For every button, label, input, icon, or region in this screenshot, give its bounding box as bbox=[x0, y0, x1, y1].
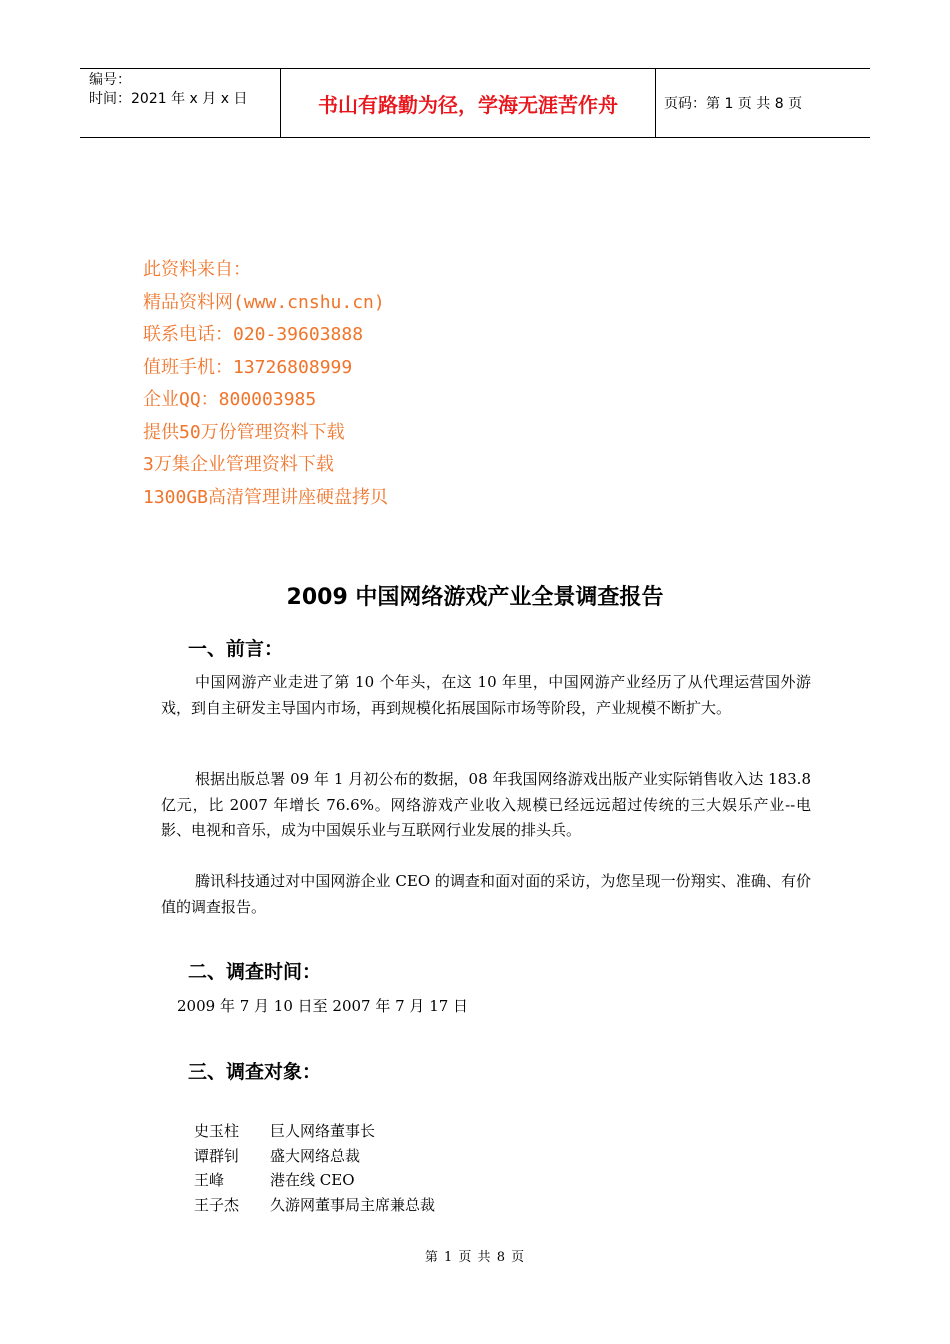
subject-list bbox=[194, 1119, 435, 1217]
person-name: 王子杰 bbox=[194, 1195, 240, 1214]
paragraph: 腾讯科技通过对中国网游企业 CEO 的调查和面对面的采访，为您呈现一份翔实、准确、有价值的调查报告。 bbox=[161, 872, 811, 916]
header-page-info: 页码：第 1 页 共 8 页 bbox=[664, 96, 803, 112]
time-label: 时间：2021 年 x 月 x 日 bbox=[89, 91, 248, 107]
list-item bbox=[194, 1119, 435, 1144]
person-title: 港在线 CEO bbox=[270, 1171, 355, 1189]
number-label: 编号： bbox=[89, 72, 131, 88]
source-line: 此资料来自： bbox=[143, 259, 251, 280]
source-line: 1300GB高清管理讲座硬盘拷贝 bbox=[143, 486, 389, 508]
source-line: 企业QQ：800003985 bbox=[143, 389, 317, 410]
list-item bbox=[194, 1144, 435, 1169]
list-item bbox=[194, 1193, 435, 1218]
paragraph: 中国网游产业走进了第 10 个年头，在这 10 年里，中国网游产业经历了从代理运营国外游戏，到自主研发主导国内市场，再到规模化拓展国际市场等阶段，产业规模不断扩大。 bbox=[161, 673, 811, 717]
source-line: 值班手机：13726808999 bbox=[143, 356, 353, 378]
person-name: 谭群钊 bbox=[194, 1146, 240, 1165]
person-title: 盛大网络总裁 bbox=[270, 1146, 361, 1165]
paragraph: 根据出版总署 09 年 1 月初公布的数据，08 年我国网络游戏出版产业实际销售收入达 183.8 亿元，比 2007 年增长 76.6%。网络游戏产业收入规模已经远远超过传统的三大娱乐产业--电影、电视和音乐，成为中国娱乐业与互联网行业发展的排头兵。 bbox=[161, 770, 811, 839]
page-header bbox=[80, 68, 870, 138]
person-title: 久游网董事局主席兼总裁 bbox=[270, 1195, 436, 1214]
section-heading-subjects: 三、调查对象： bbox=[188, 1061, 322, 1083]
header-meta bbox=[80, 69, 281, 137]
survey-period: 2009 年 7 月 10 日至 2007 年 7 月 17 日 bbox=[177, 997, 469, 1015]
person-name: 王峰 bbox=[194, 1171, 225, 1189]
list-item bbox=[194, 1168, 435, 1193]
source-line: 提供50万份管理资料下载 bbox=[143, 421, 345, 443]
section-heading-time: 二、调查时间： bbox=[188, 961, 322, 983]
header-motto: 书山有路勤为径，学海无涯苦作舟 bbox=[281, 69, 656, 137]
document-title: 2009 中国网络游戏产业全景调查报告 bbox=[286, 585, 664, 610]
source-line: 精品资料网(www.cnshu.cn) bbox=[143, 291, 385, 313]
page-footer: 第 1 页 共 8 页 bbox=[424, 1250, 526, 1265]
source-line: 联系电话：020-39603888 bbox=[143, 324, 364, 345]
source-line: 3万集企业管理资料下载 bbox=[143, 454, 334, 475]
person-name: 史玉柱 bbox=[194, 1122, 240, 1140]
person-title: 巨人网络董事长 bbox=[270, 1122, 376, 1140]
section-heading-preface: 一、前言： bbox=[188, 638, 284, 660]
source-block bbox=[143, 254, 388, 514]
